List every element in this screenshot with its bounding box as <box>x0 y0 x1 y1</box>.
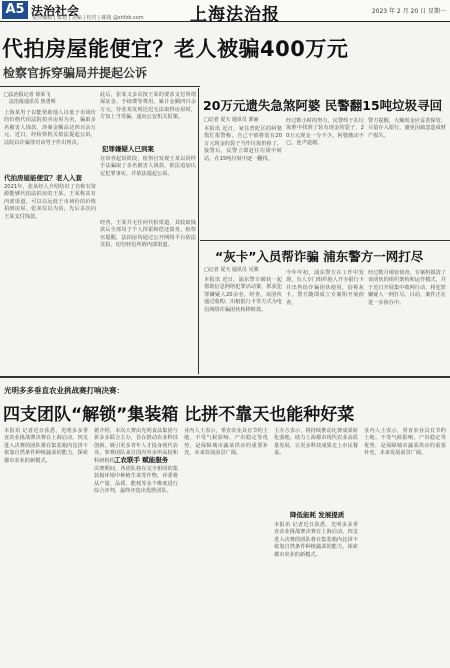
lead-paragraph: 此后，张某又多次按王某的要求支付所谓保证金、手续费等费用，累计金额四百余万元。待张某发现迟迟无法取得房屋时，方知上当受骗，遂向公安机关报案。 <box>100 92 196 121</box>
bottom-subhead: 降低能耗 发展提质 <box>290 511 345 519</box>
section-divider <box>0 376 450 378</box>
lead-subheadline: 检察官拆穿骗局并提起公诉 <box>3 66 148 80</box>
divider <box>0 86 200 87</box>
bottom-paragraph: 主办方表示，将持续推动比赛成果转化落地，助力上海都市现代农业高质量发展，让更多科技成果走上市民餐桌。 <box>274 428 358 457</box>
story2-headline: 20万元遗失急煞阿婆 民警翻15吨垃圾寻回 <box>203 98 443 113</box>
story3-byline: □记者 夏天 通讯员 吴骏 <box>204 267 259 273</box>
story2-byline: □记者 夏天 通讯员 郭丽 <box>204 117 259 123</box>
bottom-paragraph: 业内人士表示，垂直农业具有节约土地、不受气候影响、产出稳定等优势，是保障城市蔬菜供应的重要补充，未来发展前景广阔。 <box>184 428 268 457</box>
issue-date: 2023 年 2 月 20 日 星期一 <box>371 8 446 15</box>
lead-subhead: 代拍房屋能便宜？老人入套 <box>4 174 82 182</box>
divider <box>200 240 450 241</box>
lead-paragraph: 2021年，张某经人介绍结识了自称有资源能够代拍法拍房的王某。王某称其有内部渠道，可以以远低于市场价的价格拍到房屋。张某信以为真，先后多次向王某支付钱款。 <box>4 184 96 220</box>
page-number-badge: A5 <box>2 1 28 19</box>
bottom-paragraph: 本报讯 记者近日获悉，光明多多垂直农业挑战赛决赛在上海启动。四支进入决赛的团队将在集装箱内比拼不依靠自然条件种植蔬菜的能力，探索都市农业的新模式。 <box>274 522 358 558</box>
lead-paragraph: 上海某男子以能帮助他人以低于市场价的价格代拍法院拍卖房屋为名，骗取多名被害人钱款，涉案金额高达四百余万元。近日，经检察机关依法提起公诉，法院以诈骗罪对该男子作出判决。 <box>4 110 96 146</box>
newspaper-logo: 上海法治报 <box>190 5 280 25</box>
story2-paragraph: 经过数小时的努力，民警终于在垃圾堆中找到了装有现金的袋子，20万元现金一分不少。阿婆激动不已，连声道谢。 <box>286 118 364 147</box>
bottom-paragraph: 据介绍，本次大赛由光明食品集团与拼多多联合主办，旨在推动农业科技创新，吸引更多青年人才投身现代农业。参赛团队来自国内外多所高校和科研机构。 <box>94 428 178 464</box>
section-name: 法治社会 <box>31 4 80 18</box>
story3-paragraph: 经过数月缜密侦查，专案组摸清了该团伙的组织架构和运作模式，并于近日开展集中收网行动，将犯罪嫌疑人一网打尽。目前，案件正在进一步侦办中。 <box>368 270 446 306</box>
story3-paragraph: 本报讯 近日，浦东警方破获一起帮助信息网络犯罪活动案，抓获犯罪嫌疑人20余名。经查，该团伙通过收购、出租银行卡等方式为电信网络诈骗团伙转移赃款。 <box>204 277 282 313</box>
bottom-kicker: 光明多多垂直农业挑战赛打响决赛： <box>4 386 124 395</box>
story3-headline: “灰卡”入员帮诈骗 浦东警方一网打尽 <box>215 249 424 264</box>
lead-subhead: 犯罪嫌疑人已到案 <box>102 145 154 153</box>
masthead <box>0 0 450 25</box>
lead-headline: 代拍房屋能便宜？老人被骗400万元 <box>2 37 349 61</box>
bottom-paragraph: 决赛期间，各团队将在完全相同的集装箱环境中种植生菜等作物，评委将从产量、品质、能耗等多个维度进行综合评判，最终评选出优胜团队。 <box>94 466 178 495</box>
story2-paragraph: 本报讯 近日，家住普陀区的阿婆慌忙报警称，自己不慎将装有20万元现金的袋子当作垃圾扔掉了。接警后，民警立即赶往垃圾中转站，在15吨垃圾中逐一翻找。 <box>204 126 282 162</box>
story2-paragraph: 警方提醒，大额现金应妥善保管，尽量存入银行，避免因疏忽造成财产损失。 <box>368 118 446 139</box>
bottom-subhead: 工农联手 赋能服务 <box>114 456 169 464</box>
lead-paragraph: 在审查起诉阶段，检察官发现王某以同样手法骗取了多名被害人钱款，依法追加认定犯罪事实，并依法提起公诉。 <box>100 156 196 177</box>
bottom-paragraph: 本报讯 记者近日获悉，光明多多垂直农业挑战赛决赛在上海启动。四支进入决赛的团队将在集装箱内比拼不依靠自然条件种植蔬菜的能力，探索都市农业的新模式。 <box>4 428 88 464</box>
lead-paragraph: 经查，王某并无任何代拍渠道，其收取钱款后全部用于个人挥霍和偿还债务。检察官提醒，法拍房均通过公开网络平台依法竞拍，切勿轻信所谓内部渠道。 <box>100 220 196 249</box>
story3-paragraph: 今年年初，浦东警方在工作中发现，有人专门组织他人开办银行卡并出售给诈骗团伙使用，俗称灰卡。警方随即成立专案组开展侦查。 <box>286 270 364 306</box>
bottom-paragraph: 业内人士表示，垂直农业具有节约土地、不受气候影响、产出稳定等优势，是保障城市蔬菜供应的重要补充，未来发展前景广阔。 <box>364 428 446 457</box>
column-divider <box>198 88 199 374</box>
bottom-headline: 四支团队“解锁”集装箱 比拼不靠天也能种好菜 <box>3 405 355 425</box>
lead-byline: □法治报记者 徐荣飞 法治报通讯员 焦勇明 <box>4 92 56 105</box>
masthead-meta: 责任编辑 | 策划 | 美编 | 校对 | 邮箱 @shfzb.com <box>32 15 144 21</box>
